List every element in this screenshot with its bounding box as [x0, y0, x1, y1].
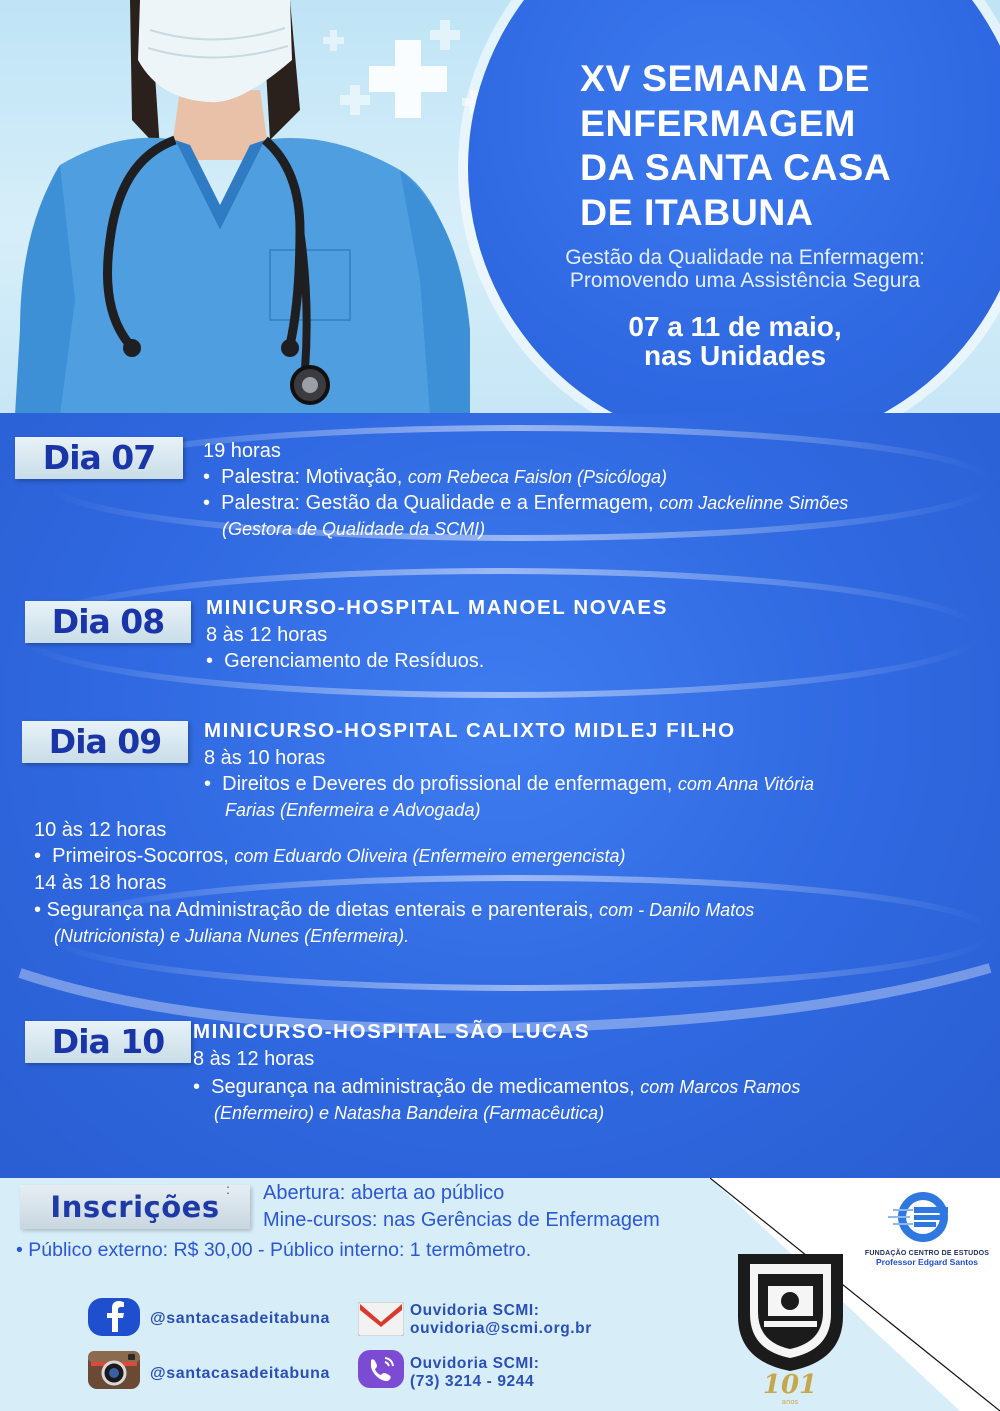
instagram-handle[interactable]: @santacasadeitabuna: [150, 1365, 330, 1382]
day07-item-2: • Palestra: Gestão da Qualidade e a Enfermagem, com Jackelinne Simões: [203, 492, 849, 514]
day08-heading: MINICURSO-HOSPITAL MANOEL NOVAES: [206, 596, 668, 619]
day10-heading: MINICURSO-HOSPITAL SÃO LUCAS: [193, 1020, 591, 1043]
day07-item-2-cont: (Gestora de Qualidade da SCMI): [222, 519, 486, 539]
event-dates: [560, 312, 910, 370]
title-line: XV SEMANA DE: [580, 57, 871, 99]
day09-time-2: 10 às 12 horas: [34, 819, 167, 841]
foundation-name: [862, 1250, 992, 1267]
day09-item-3: • Segurança na Administração de dietas enterais e parenterais, com - Danilo Matos: [34, 899, 755, 921]
registration-courses: Mine-cursos: nas Gerências de Enfermagem: [263, 1209, 660, 1231]
day09-item-2: • Primeiros-Socorros, com Eduardo Oliveira (Enfermeiro emergencista): [34, 845, 626, 867]
day-label-07: Dia 07: [15, 437, 183, 479]
day07-time: 19 horas: [203, 440, 281, 462]
subtitle-line: Gestão da Qualidade na Enfermagem:: [565, 246, 925, 269]
registration-label: Inscrições: [20, 1185, 250, 1229]
day09-item-3-cont: (Nutricionista) e Juliana Nunes (Enfermeira).: [54, 926, 410, 946]
day09-time: 8 às 10 horas: [204, 747, 326, 769]
email-title: Ouvidoria SCMI:: [410, 1302, 540, 1319]
footer: [0, 1178, 1000, 1411]
day09-item-1-cont: Farias (Enfermeira e Advogada): [225, 800, 481, 820]
registration-opening: Abertura: aberta ao público: [263, 1182, 505, 1204]
foundation-line-1: FUNDAÇÃO CENTRO DE ESTUDOS: [864, 1250, 990, 1257]
event-subtitle: [500, 246, 990, 292]
schedule-section: [0, 413, 1000, 1178]
medical-cross-icon: [369, 40, 447, 118]
hospital-seal: [728, 1246, 853, 1406]
day-label-10: Dia 10: [25, 1021, 191, 1063]
header-banner: [0, 0, 1000, 415]
title-line: DA SANTA CASA: [580, 146, 892, 188]
day-label-08: Dia 08: [25, 601, 191, 643]
day09-item-1: • Direitos e Deveres do profissional de enfermagem, com Anna Vitória: [204, 773, 814, 795]
foundation-logo: [888, 1190, 958, 1245]
anniversary-word: anos: [781, 1398, 799, 1406]
dates-line: nas Unidades: [643, 340, 827, 371]
day10-time: 8 às 12 horas: [193, 1048, 315, 1070]
day08-time: 8 às 12 horas: [206, 624, 328, 646]
facebook-icon[interactable]: [88, 1298, 140, 1336]
phone-icon[interactable]: [358, 1350, 404, 1388]
anniversary-number: 101: [762, 1370, 818, 1400]
subtitle-line: Promovendo uma Assistência Segura: [569, 269, 921, 292]
day09-time-3: 14 às 18 horas: [34, 872, 167, 894]
title-line: ENFERMAGEM: [580, 101, 856, 144]
instagram-icon[interactable]: [88, 1351, 140, 1389]
email-address[interactable]: ouvidoria@scmi.org.br: [410, 1320, 592, 1337]
phone-number[interactable]: (73) 3214 - 9244: [410, 1373, 535, 1390]
facebook-handle[interactable]: @santacasadeitabuna: [150, 1310, 330, 1327]
day10-item-1: • Segurança na administração de medicamentos, com Marcos Ramos: [193, 1076, 801, 1098]
email-contact[interactable]: [410, 1302, 592, 1338]
day07-item-1: • Palestra: Motivação, com Rebeca Faislon (Psicóloga): [203, 466, 668, 488]
event-title: [580, 56, 980, 234]
title-line: DE ITABUNA: [580, 190, 814, 233]
foundation-line-2: Professor Edgard Santos: [875, 1257, 979, 1267]
nurse-illustration: [0, 0, 520, 415]
day10-item-1-cont: (Enfermeiro) e Natasha Bandeira (Farmacêutica): [214, 1103, 605, 1123]
day08-item-1: • Gerenciamento de Resíduos.: [206, 650, 485, 672]
registration-colon: :: [226, 1181, 230, 1197]
day-label-09: Dia 09: [22, 721, 188, 763]
dates-line: 07 a 11 de maio,: [628, 311, 842, 342]
phone-title: Ouvidoria SCMI:: [410, 1355, 540, 1372]
registration-price: • Público externo: R$ 30,00 - Público interno: 1 termômetro.: [16, 1239, 532, 1261]
day09-heading: MINICURSO-HOSPITAL CALIXTO MIDLEJ FILHO: [204, 719, 736, 742]
phone-contact[interactable]: [410, 1355, 540, 1391]
email-icon[interactable]: [358, 1302, 404, 1336]
